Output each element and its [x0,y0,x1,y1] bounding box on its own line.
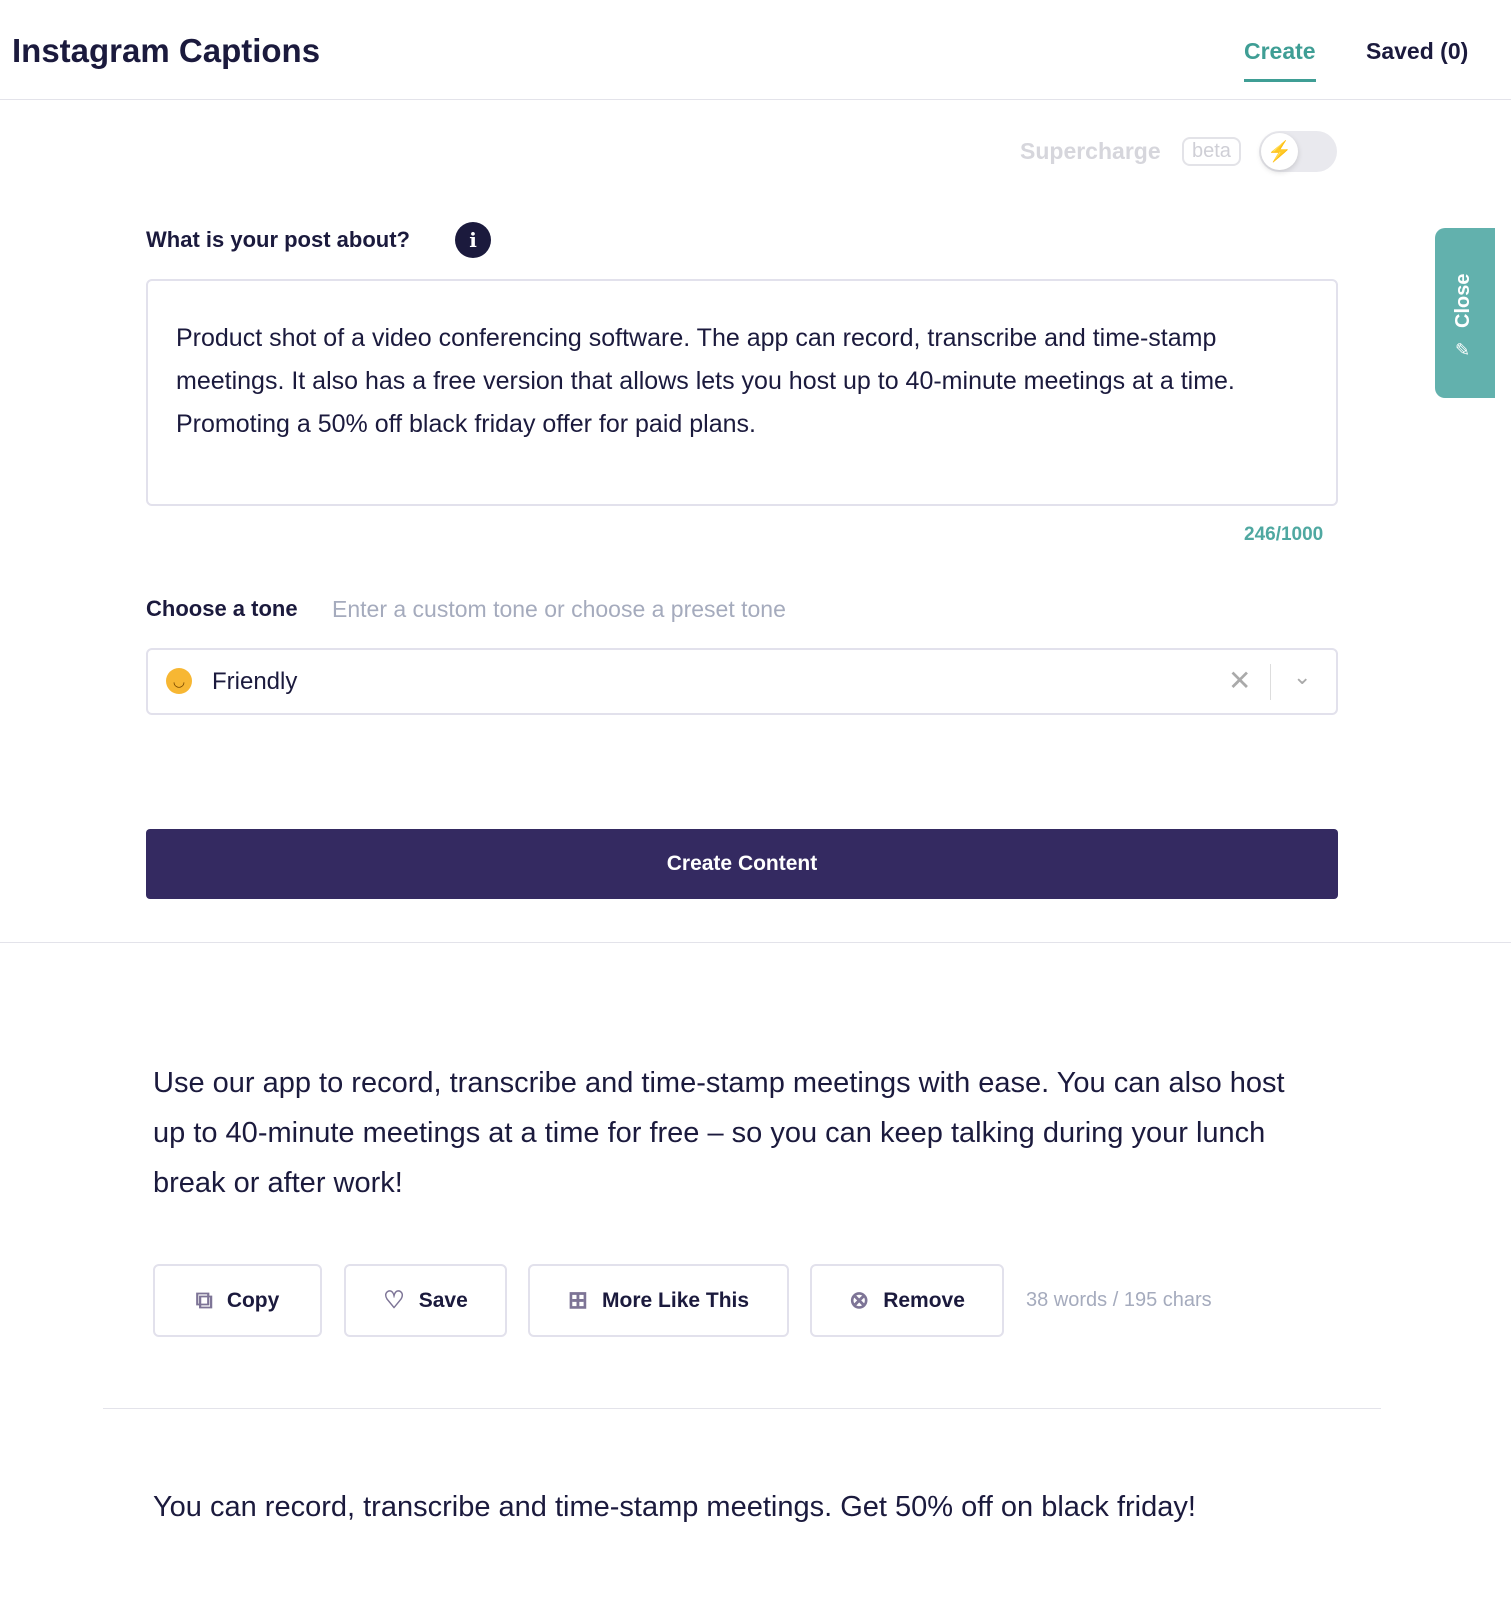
heart-icon: ♡ [383,1287,405,1314]
info-icon[interactable]: i [455,222,491,258]
separator [1270,664,1271,700]
result-stats: 38 words / 195 chars [1026,1289,1212,1311]
lightning-icon: ⚡ [1261,133,1298,170]
remove-label: Remove [883,1288,965,1312]
tab-create[interactable]: Create [1244,38,1316,82]
smiley-icon: ◡ [166,668,192,694]
result-divider [103,1408,1381,1409]
beta-badge: beta [1182,137,1241,166]
post-description-input[interactable] [146,279,1338,506]
tab-saved[interactable]: Saved (0) [1366,38,1469,64]
save-label: Save [418,1288,468,1312]
pencil-icon: ✎ [1455,340,1471,360]
copy-button[interactable] [153,1264,322,1337]
tone-label: Choose a tone [146,596,298,621]
section-divider [0,942,1511,943]
app-title: Instagram Captions [12,32,321,69]
tone-hint: Enter a custom tone or choose a preset tone [332,596,786,622]
header-divider [0,99,1511,100]
copy-icon: ⧉ [195,1286,213,1314]
supercharge-toggle[interactable] [1259,131,1337,172]
close-circle-icon: ⊗ [849,1287,870,1314]
tone-select[interactable] [146,648,1338,715]
more-label: More Like This [602,1288,750,1312]
chevron-down-icon[interactable]: ⌄ [1293,664,1312,689]
supercharge-label: Supercharge [1020,138,1161,164]
result-text: You can record, transcribe and time-stamp meetings. Get 50% off on black friday! [153,1491,1196,1523]
clear-icon[interactable]: ✕ [1228,665,1252,696]
plus-square-icon: ⊞ [567,1287,589,1314]
char-count: 246/1000 [1244,524,1324,545]
tone-value: Friendly [212,668,298,695]
save-button[interactable] [344,1264,507,1337]
post-about-label: What is your post about? [146,227,410,252]
remove-button[interactable] [810,1264,1004,1337]
close-side-tab[interactable] [1435,228,1495,398]
create-content-button[interactable]: Create Content [146,829,1338,899]
result-text: Use our app to record, transcribe and time-stamp meetings with ease. You can also host up to 40-minute meetings at a time for free – so you can keep talking during your lunch break or after work! [153,1067,1285,1199]
more-like-this-button[interactable] [528,1264,789,1337]
close-label: Close [1452,273,1474,328]
copy-label: Copy [226,1288,280,1312]
